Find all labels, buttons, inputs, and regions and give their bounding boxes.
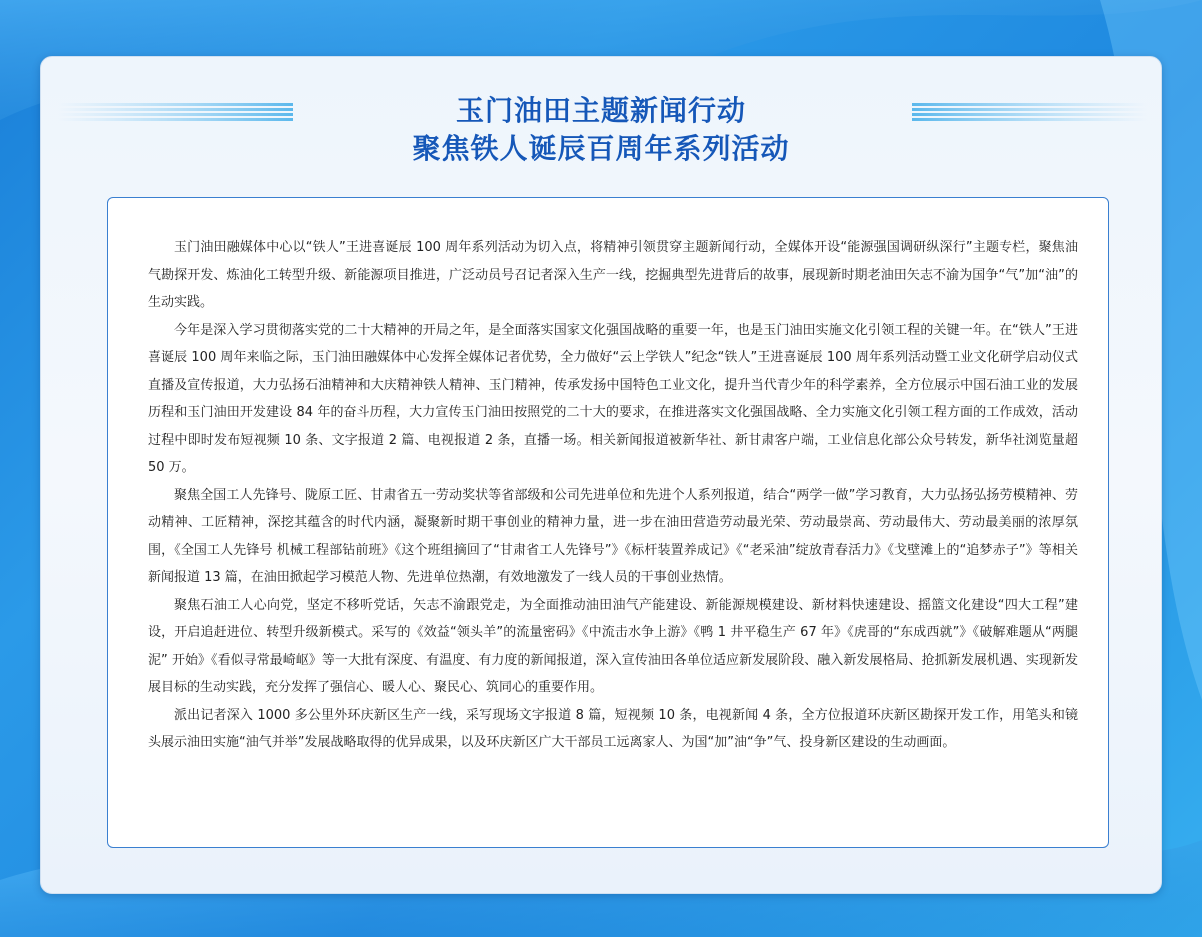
paragraph-3: 聚焦全国工人先锋号、陇原工匠、甘肃省五一劳动奖状等省部级和公司先进单位和先进个人系列报道，结合“两学一做”学习教育，大力弘扬弘扬劳模精神、劳动精神、工匠精神，深挖其蕴含的时代内涵，凝聚新时期干事创业的精神力量，进一步在油田营造劳动最光荣、劳动最崇高、劳动最伟大、劳动最美丽的浓厚氛围，《全国工人先锋号 机械工程部钻前班》《这个班组摘回了“甘肃省工人先锋号”》《标杆装置养成记》《“老采油”绽放青春活力》《戈壁滩上的“追梦赤子”》等相关新闻报道 13 篇，在油田掀起学习模范人物、先进单位热潮，有效地激发了一线人员的干事创业热情。 [148,487,1078,585]
paragraph-4: 聚焦石油工人心向党，坚定不移听党话，矢志不渝跟党走，为全面推动油田油气产能建设、新能源规模建设、新材料快速建设、摇篮文化建设“四大工程”建设，开启追赶进位、转型升级新模式。采写的《效益“领头羊”的流量密码》《中流击水争上游》《鸭 1 井平稳生产 67 年》《虎哥的“东成西就”》《破解难题从“两腿泥” 开始》《看似寻常最崎岖》等一大批有深度、有温度、有力度的新闻报道，深入宣传油田各单位适应新发展阶段、融入新发展格局、抢抓新发展机遇、实现新发展目标的生动实践，充分发挥了强信心、暖人心、聚民心、筑同心的重要作用。 [148,597,1078,695]
article-body [148,234,1078,757]
paragraph-1: 玉门油田融媒体中心以“铁人”王进喜诞辰 100 周年系列活动为切入点，将精神引领贯穿主题新闻行动，全媒体开设“能源强国调研纵深行”主题专栏，聚焦油气勘探开发、炼油化工转型升级、新能源项目推进，广泛动员号召记者深入生产一线，挖掘典型先进背后的故事，展现新时期老油田矢志不渝为国争“气”加“油”的生动实践。 [148,240,1078,310]
title-line-1: 玉门油田主题新闻行动 [455,94,746,127]
title-line-2: 聚焦铁人诞辰百周年系列活动 [412,132,790,165]
paragraph-2: 今年是深入学习贯彻落实党的二十大精神的开局之年，是全面落实国家文化强国战略的重要一年，也是玉门油田实施文化引领工程的关键一年。在“铁人”王进喜诞辰 100 周年来临之际，玉门油田融媒体中心发挥全媒体记者优势，全力做好“云上学铁人”纪念“铁人”王进喜诞辰 100 周年系列活动暨工业文化研学启动仪式直播及宣传报道，大力弘扬石油精神和大庆精神铁人精神、玉门精神，传承发扬中国特色工业文化，提升当代青少年的科学素养，全方位展示中国石油工业的发展历程和玉门油田开发建设 84 年的奋斗历程，大力宣传玉门油田按照党的二十大的要求，在推进落实文化强国战略、全力实施文化引领工程方面的工作成效，活动过程中即时发布短视频 10 条、文字报道 2 篇、电视报道 2 条，直播一场。相关新闻报道被新华社、新甘肃客户端，工业信息化部公众号转发，新华社浏览量超 50 万。 [148,322,1078,475]
page-title [0,92,1202,168]
content-box [107,197,1109,848]
paragraph-5: 派出记者深入 1000 多公里外环庆新区生产一线，采写现场文字报道 8 篇，短视频 10 条，电视新闻 4 条，全方位报道环庆新区勘探开发工作，用笔头和镜头展示油田实施“油气并举”发展战略取得的优异成果，以及环庆新区广大干部员工远离家人、为国“加”油“争”气、投身新区建设的生动画面。 [148,707,1078,750]
